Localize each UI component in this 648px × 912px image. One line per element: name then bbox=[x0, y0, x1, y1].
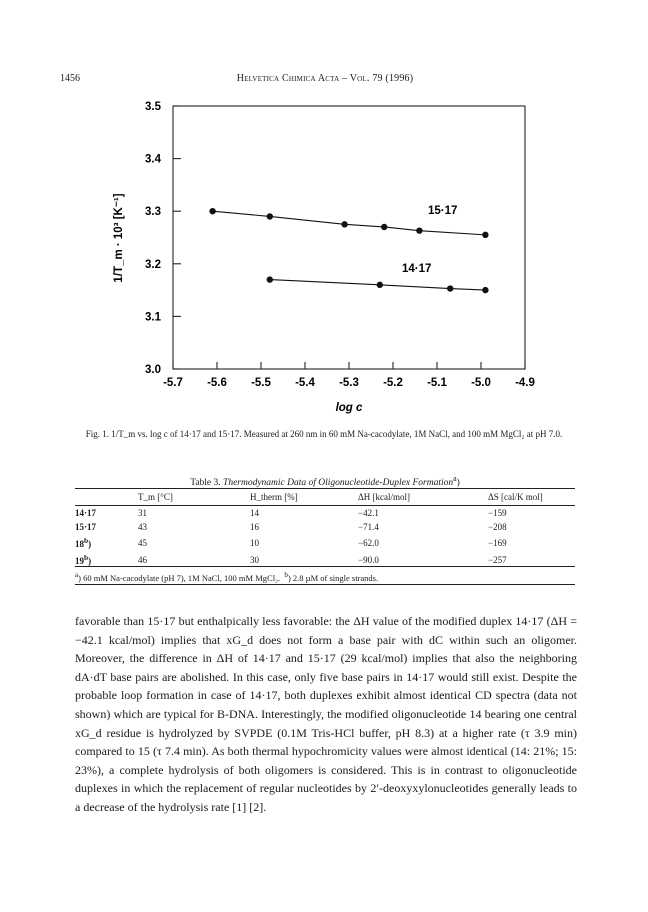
footnote-a: 60 mM Na-cacodylate (pH 7), 1M NaCl, 100 mM MgCl₂. bbox=[83, 572, 281, 583]
x-tick-label: -5.4 bbox=[295, 377, 315, 389]
x-axis-ticks bbox=[163, 362, 535, 389]
data-point bbox=[447, 285, 453, 291]
y-tick-label: 3.0 bbox=[145, 364, 161, 376]
data-point bbox=[267, 213, 273, 219]
x-axis-label: log c bbox=[335, 402, 363, 414]
body-text bbox=[75, 612, 577, 817]
y-axis-ticks bbox=[145, 101, 181, 376]
col-ds: ΔS [cal/K mol] bbox=[488, 489, 575, 506]
table-row: 15·17 43 16 −71.4 −208 bbox=[75, 522, 507, 532]
col-dh: ΔH [kcal/mol] bbox=[358, 489, 488, 506]
x-tick-label: -4.9 bbox=[515, 377, 535, 389]
plot-series bbox=[209, 208, 488, 293]
caption-label: Fig. 1. bbox=[85, 429, 109, 439]
series-label-15-17: 15·17 bbox=[428, 205, 458, 217]
y-tick-label: 3.1 bbox=[145, 311, 161, 324]
table-title: Table 3. Thermodynamic Data of Oligonucleotide-Duplex Formation$^a$) bbox=[190, 474, 460, 489]
data-point bbox=[209, 208, 215, 214]
data-point bbox=[416, 227, 422, 233]
data-point bbox=[341, 221, 347, 227]
data-point bbox=[377, 282, 383, 288]
figure-caption bbox=[80, 428, 568, 440]
table-bottom-rule bbox=[75, 584, 575, 585]
page-number: 1456 bbox=[60, 73, 80, 84]
data-point bbox=[381, 224, 387, 230]
data-point bbox=[482, 232, 488, 238]
table-footnotes: $^a$) 60 mM Na-cacodylate (pH 7), 1M NaCl, 100 mM MgCl₂. $^b$) 2.8 µM of single strands. bbox=[75, 566, 575, 583]
y-tick-label: 3.2 bbox=[145, 258, 161, 271]
y-tick-label: 3.5 bbox=[145, 101, 161, 113]
table-row: 18$^b$) 45 10 −62.0 −169 bbox=[75, 536, 507, 549]
table-label: Table 3. bbox=[190, 478, 221, 489]
x-tick-label: -5.6 bbox=[207, 377, 227, 389]
table-header-row bbox=[75, 489, 575, 506]
col-htherm: H_therm [%] bbox=[250, 489, 358, 506]
body-paragraph: favorable than 15·17 but enthalpically less favorable: the ΔH value of the modified duplex 14·17 (ΔH = −42.1 kcal/mol) implies that xG_d does not form a base pair with dC within such an oligomer. Moreover, the difference in ΔH of 14·17 and 15·17 (29 kcal/mol) implies that also the neighboring dA·dT base pairs are abolished. In this case, only five base pairs in 14·17 would still exist. Despite the probable loop formation in case of 14·17, both duplexes exhibit almost identical CD spectra (data not shown) which are typical for B-DNA. Interestingly, the modified oligonucleotide 14 bearing one central xG_d residue is hydrolyzed by SVPDE (0.1M Tris-HCl buffer, pH 8.3) at a higher rate (τ 3.9 min) compared to 15 (τ 7.4 min). As both thermal hypochromicity values were almost identical (14: 21%; 15: 23%), a complete hydrolysis of both oligomers is considered. This is in contrast to oligonucleotide duplexes in which the replacement of regular nucleotides by 2′-deoxyxylonucleotides generally leads to a decrease of the hydrolysis rate [1] [2]. bbox=[75, 614, 577, 814]
x-tick-label: -5.5 bbox=[251, 377, 271, 389]
figure-1-chart bbox=[0, 0, 648, 420]
col-tm: T_m [°C] bbox=[138, 489, 250, 506]
series-label-14-17: 14·17 bbox=[402, 263, 432, 275]
y-axis-label: 1/T_m · 10³ [K⁻¹] bbox=[113, 193, 125, 283]
x-tick-label: -5.3 bbox=[339, 377, 359, 389]
x-tick-label: -5.2 bbox=[383, 377, 403, 389]
x-tick-label: -5.0 bbox=[471, 377, 491, 389]
caption-text: 1/T_m vs. log c of 14·17 and 15·17. Measured at 260 nm in 60 mM Na-cacodylate, 1M NaCl, and 100 mM MgCl₂ at pH 7.0. bbox=[111, 429, 563, 439]
y-tick-label: 3.4 bbox=[145, 153, 161, 166]
table-row: 14·17 31 14 −42.1 −159 bbox=[75, 508, 507, 518]
footnote-b: 2.8 µM of single strands. bbox=[292, 572, 379, 583]
table-row: 19$^b$) 46 30 −90.0 −257 bbox=[75, 553, 507, 566]
plot-frame bbox=[173, 106, 525, 369]
data-point bbox=[267, 276, 273, 282]
x-tick-label: -5.1 bbox=[427, 377, 447, 389]
table-title-text: Thermodynamic Data of Oligonucleotide-Duplex Formation bbox=[223, 478, 454, 489]
thermodynamic-table bbox=[75, 488, 575, 568]
data-point bbox=[482, 287, 488, 293]
journal-title: Helvetica Chimica Acta – Vol. 79 (1996) bbox=[236, 73, 414, 84]
y-tick-label: 3.3 bbox=[145, 206, 161, 219]
table-title-ref: a bbox=[453, 474, 457, 483]
x-tick-label: -5.7 bbox=[163, 377, 183, 389]
